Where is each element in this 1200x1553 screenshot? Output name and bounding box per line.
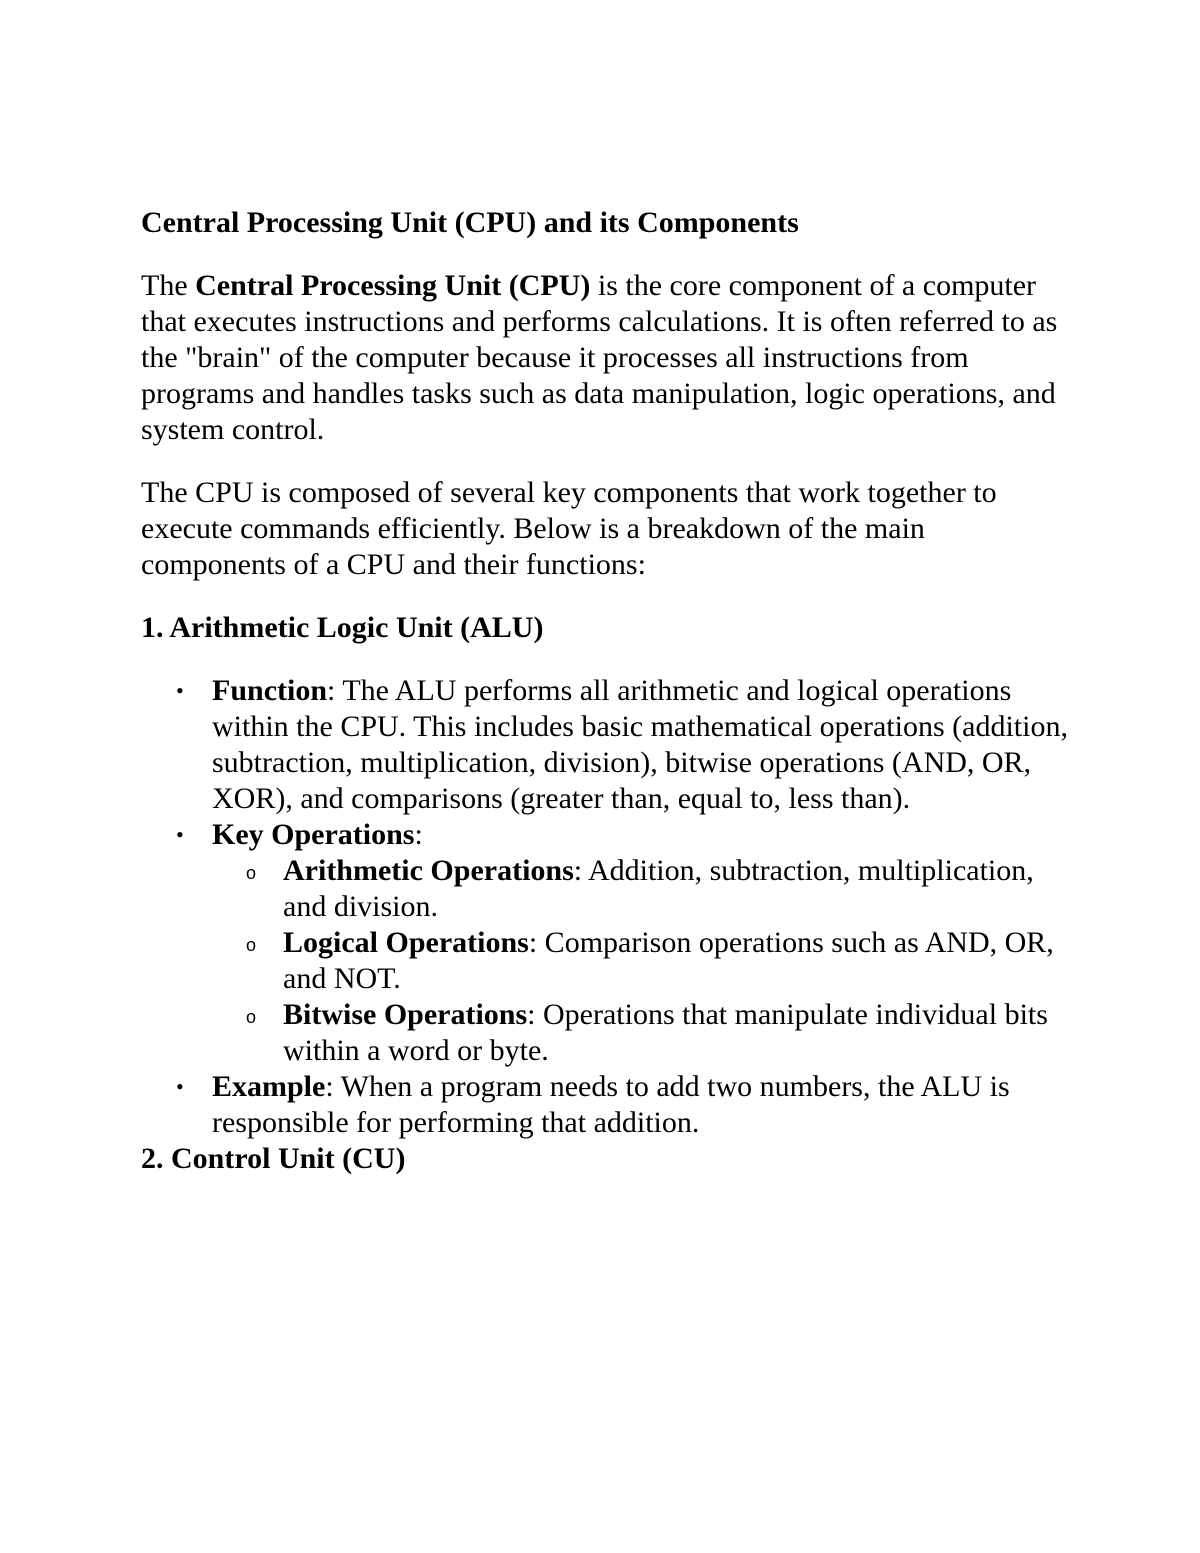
- document-page: [141, 205, 1071, 1204]
- sub-item-bitwise: [283, 997, 1071, 1069]
- sub-item-text: : Comparison operations such as AND, OR, and NOT.: [283, 926, 1054, 995]
- alu-bullet-list: [141, 673, 1071, 1141]
- sub-item-label: Bitwise Operations: [283, 998, 528, 1031]
- intro-paragraph: [141, 268, 1071, 448]
- key-operations-label: Key Operations: [212, 818, 415, 851]
- key-operations-sublist: [212, 853, 1071, 1069]
- key-operations-colon: :: [414, 818, 423, 851]
- function-text: : The ALU performs all arithmetic and logical operations within the CPU. This includes basic mathematical operations (addition, subtraction, multiplication, division), bitwise operations (AND, OR, XOR), and comparisons (greater than, equal to, less than).: [212, 674, 1068, 815]
- section-heading-alu: 1. Arithmetic Logic Unit (ALU): [141, 611, 544, 644]
- sub-item-arithmetic: [283, 853, 1071, 925]
- list-item-key-operations: [212, 817, 1071, 1069]
- example-label: Example: [212, 1070, 326, 1103]
- sub-item-label: Logical Operations: [283, 926, 529, 959]
- sub-item-text: : Addition, subtraction, multiplication, and division.: [283, 854, 1034, 923]
- list-item-function: [212, 673, 1071, 817]
- document-title: Central Processing Unit (CPU) and its Components: [141, 206, 799, 239]
- function-label: Function: [212, 674, 328, 707]
- section-heading-cu: 2. Control Unit (CU): [141, 1142, 406, 1175]
- sub-item-label: Arithmetic Operations: [283, 854, 574, 887]
- intro-rest: is the core component of a computer that executes instructions and performs calculations. It is often referred to as the "brain" of the computer because it processes all instructions from programs and handles tasks such as data manipulation, logic operations, and system control.: [141, 269, 1058, 446]
- sub-item-text: : Operations that manipulate individual bits within a word or byte.: [283, 998, 1048, 1067]
- list-item-example: [212, 1069, 1071, 1141]
- intro-lead: The: [141, 269, 196, 302]
- components-paragraph: The CPU is composed of several key components that work together to execute commands efficiently. Below is a breakdown of the main components of a CPU and their functions:: [141, 476, 997, 581]
- example-text: : When a program needs to add two numbers, the ALU is responsible for performing that addition.: [212, 1070, 1010, 1139]
- intro-bold-term: Central Processing Unit (CPU): [195, 269, 591, 302]
- sub-item-logical: [283, 925, 1071, 997]
